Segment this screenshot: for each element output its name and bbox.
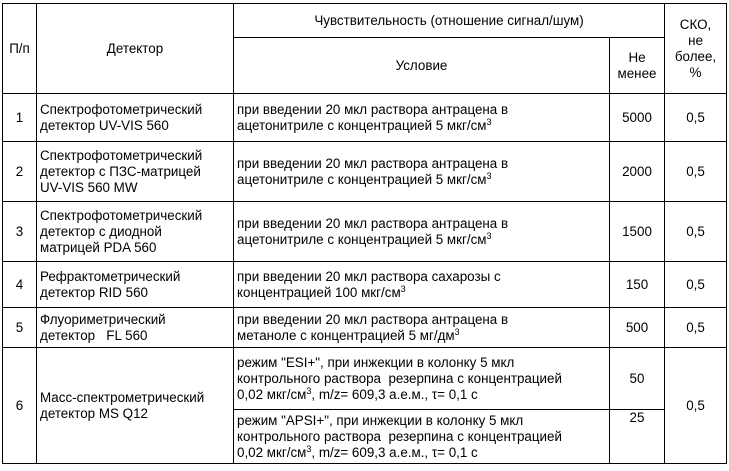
header-sko: СКО, не более, % — [665, 4, 727, 94]
detector-specs-table — [2, 3, 727, 464]
table-row — [3, 308, 727, 348]
detector-name: Масс-спектрометрический детектор MS Q12 — [37, 348, 234, 464]
header-detector: Детектор — [37, 4, 234, 94]
row-num: 3 — [3, 202, 37, 262]
header-condition: Условие — [234, 38, 610, 94]
table-row — [3, 262, 727, 308]
condition-cell: режим "APSI+", при инжекции в колонку 5 мкл контрольного раствора резерпина с концентрацией 0,02 мкг/$см^3$, m/z= 609,3 а.е.м., τ= 0,1 с — [234, 410, 610, 464]
detector-name: Спектрофотометрический детектор с ПЗС-матрицей UV-VIS 560 MW — [37, 142, 234, 202]
sensitivity-value: 150 — [610, 262, 665, 308]
sko-value: 0,5 — [665, 202, 727, 262]
table-row — [3, 202, 727, 262]
table-row — [3, 142, 727, 202]
condition-cell: при введении 20 мкл раствора антрацена в ацетонитриле с концентрацией 5 мкг/$см^3$ — [234, 142, 610, 202]
row-num: 2 — [3, 142, 37, 202]
detector-name: Спектрофотометрический детектор UV-VIS 560 — [37, 94, 234, 142]
detector-name: Рефрактометрический детектор RID 560 — [37, 262, 234, 308]
row-num: 6 — [3, 348, 37, 464]
sko-value: 0,5 — [665, 308, 727, 348]
sko-value: 0,5 — [665, 142, 727, 202]
sensitivity-value: 5000 — [610, 94, 665, 142]
sensitivity-value: 25 — [610, 410, 665, 464]
sko-value: 0,5 — [665, 262, 727, 308]
detector-name: Флуориметрический детектор FL 560 — [37, 308, 234, 348]
header-num: П/п — [3, 4, 37, 94]
table-row — [3, 94, 727, 142]
condition-cell: режим "ESI+", при инжекции в колонку 5 мкл контрольного раствора резерпина с концентрацией 0,02 мкг/$см^3$, m/z= 609,3 а.е.м., τ= 0,1 с — [234, 348, 610, 410]
condition-cell: при введении 20 мкл раствора антрацена в метаноле с концентрацией 5 $мг/дм^3$ — [234, 308, 610, 348]
sko-value: 0,5 — [665, 94, 727, 142]
row-num: 5 — [3, 308, 37, 348]
condition-cell: при введении 20 мкл раствора антрацена в ацетонитриле с концентрацией 5 мкг/$см^3$ — [234, 94, 610, 142]
header-min: Не менее — [610, 38, 665, 94]
sensitivity-value: 50 — [610, 348, 665, 410]
sensitivity-value: 2000 — [610, 142, 665, 202]
row-num: 4 — [3, 262, 37, 308]
condition-cell: при введении 20 мкл раствора сахарозы с концентрацией 100 мкг/$см^3$ — [234, 262, 610, 308]
table-row — [3, 348, 727, 410]
detector-name: Спектрофотометрический детектор с диодной матрицей PDA 560 — [37, 202, 234, 262]
sensitivity-value: 1500 — [610, 202, 665, 262]
condition-cell: при введении 20 мкл раствора антрацена в ацетонитриле с концентрацией 5 мкг/$см^3$ — [234, 202, 610, 262]
header-sensitivity: Чувствительность (отношение сигнал/шум) — [234, 4, 665, 38]
row-num: 1 — [3, 94, 37, 142]
sko-value: 0,5 — [665, 348, 727, 464]
sensitivity-value: 500 — [610, 308, 665, 348]
